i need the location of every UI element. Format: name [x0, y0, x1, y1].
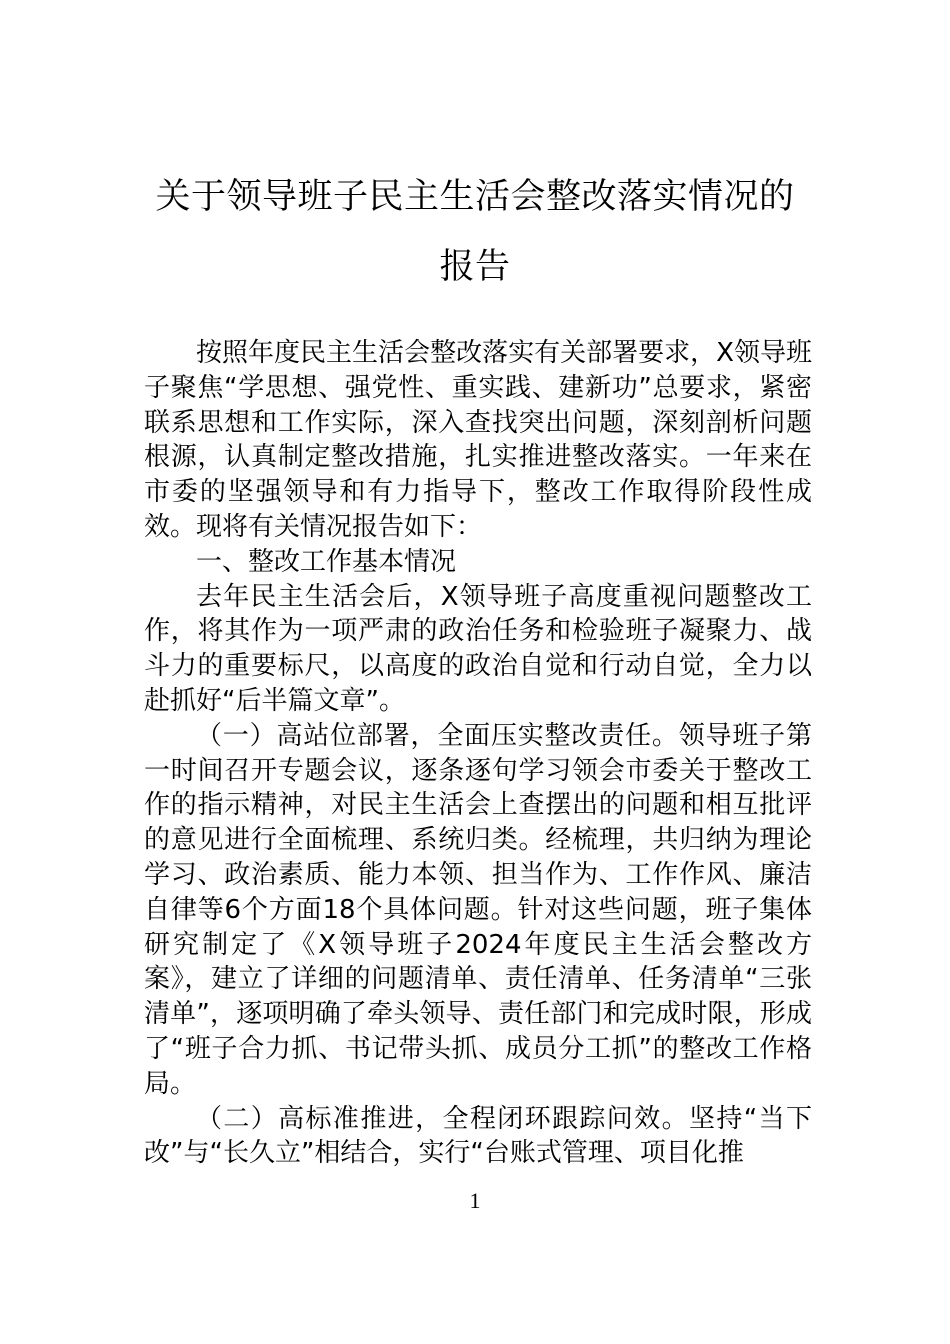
document-body — [144, 336, 812, 1171]
page-number: 1 — [469, 1188, 481, 1213]
document-title-line-2: 报告 — [439, 247, 511, 287]
paragraph-section-1: 去年民主生活会后，X领导班子高度重视问题整改工作，将其作为一项严肃的政治任务和检验班子凝聚力、战斗力的重要标尺，以高度的政治自觉和行动自觉，全力以赴抓好“后半篇文章”。 — [144, 581, 812, 716]
document-title-line-1: 关于领导班子民主生活会整改落实情况的 — [155, 177, 795, 217]
paragraph-subsection-1: （一）高站位部署，全面压实整改责任。领导班子第一时间召开专题会议，逐条逐句学习领会市委关于整改工作的指示精神，对民主生活会上查摆出的问题和相互批评的意见进行全面梳理、系统归类。经梳理，共归纳为理论学习、政治素质、能力本领、担当作为、工作作风、廉洁自律等6个方面18个具体问题。针对这些问题，班子集体研究制定了《X领导班子2024年度民主生活会整改方案》，建立了详细的问题清单、责任清单、任务清单“三张清单”，逐项明确了牵头领导、责任部门和完成时限，形成了“班子合力抓、书记带头抓、成员分工抓”的整改工作格局。 — [144, 720, 812, 1099]
paragraph-intro: 按照年度民主生活会整改落实有关部署要求，X领导班子聚焦“学思想、强党性、重实践、建新功”总要求，紧密联系思想和工作实际，深入查找突出问题，深刻剖析问题根源，认真制定整改措施，扎实推进整改落实。一年来在市委的坚强领导和有力指导下，整改工作取得阶段性成效。现将有关情况报告如下： — [144, 338, 812, 542]
section-heading-1: 一、整改工作基本情况 — [196, 546, 457, 577]
paragraph-subsection-2: （二）高标准推进，全程闭环跟踪问效。坚持“当下改”与“长久立”相结合，实行“台账式管理、项目化推 — [144, 1103, 812, 1169]
